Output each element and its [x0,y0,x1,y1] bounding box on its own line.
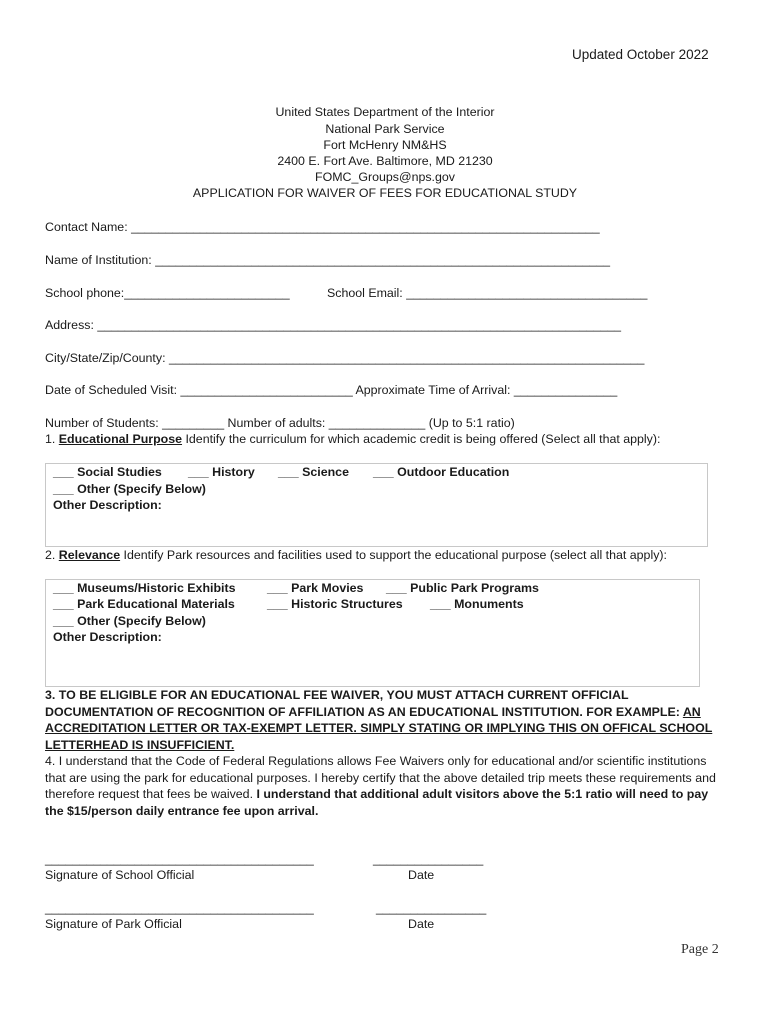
option-monuments[interactable]: ___ Monuments [430,597,524,611]
section3-requirement [45,687,720,753]
other-description-label-2: Other Description: [53,630,162,644]
school-official-label: Signature of School Official [45,868,195,882]
option-science[interactable]: ___ Science [278,465,349,479]
section3-bold-text: TO BE ELIGIBLE FOR AN EDUCATIONAL FEE WAIVER, YOU MUST ATTACH CURRENT OFFICIAL DOCUMENTATION OF RECOGNITION OF AFFILIATION AS AN EDUCATIONAL INSTITUTION. FOR EXAMPLE: [45,688,683,719]
section3-number: 3. [45,688,59,702]
school-email-field[interactable]: School Email: ___________________________________ [327,286,648,300]
option-park-movies[interactable]: ___ Park Movies [267,581,364,595]
city-state-zip-field[interactable]: City/State/Zip/County: _____________________________________________________________________ [45,351,645,365]
section1-intro [45,431,705,448]
address-field[interactable]: Address: ____________________________________________________________________________ [45,318,622,332]
school-official-date-label: Date [408,868,435,882]
form-title: APPLICATION FOR WAIVER OF FEES FOR EDUCATIONAL STUDY [192,186,578,200]
option-outdoor-education[interactable]: ___ Outdoor Education [373,465,510,479]
option-museums[interactable]: ___ Museums/Historic Exhibits [53,581,236,595]
contact-name-field[interactable]: Contact Name: ____________________________________________________________________ [45,220,600,234]
park-official-label: Signature of Park Official [45,917,182,931]
section4-bold-text: I understand that additional adult visitors above the 5:1 ratio will need to pay the $15/person daily entrance fee upon arrival. [45,787,709,818]
section2-number: 2. [45,548,59,562]
section1-number: 1. [45,432,59,446]
other-description-label: Other Description: [53,498,162,512]
updated-date: Updated October 2022 [572,47,709,62]
option-historic-structures[interactable]: ___ Historic Structures [267,597,403,611]
section4-certification [45,753,720,819]
option-educational-materials[interactable]: ___ Park Educational Materials [53,597,235,611]
header-service: National Park Service [325,122,445,136]
header-site: Fort McHenry NM&HS [323,138,447,152]
section2-intro [45,547,705,564]
section4-text: 4. I understand that the Code of Federal Regulations allows Fee Waivers only for educational and/or scientific institutions that are using the park for educational purposes. I hereby certify that the above detailed trip meets these requirements and therefore request that fees be waived. [45,754,716,801]
section1-text: Identify the curriculum for which academic credit is being offered (Select all that apply): [182,432,661,446]
option-other-specify-2[interactable]: ___ Other (Specify Below) [53,614,206,628]
option-public-programs[interactable]: ___ Public Park Programs [386,581,539,595]
institution-field[interactable]: Name of Institution: __________________________________________________________________ [45,253,611,267]
visit-date-field[interactable]: Date of Scheduled Visit: _________________________ Approximate Time of Arrival: _______________ [45,383,618,397]
page-number: Page 2 [681,942,719,957]
section2-text: Identify Park resources and facilities used to support the educational purpose (select all that apply): [120,548,667,562]
section2-heading: Relevance [58,548,121,562]
header-address: 2400 E. Fort Ave. Baltimore, MD 21230 [277,154,493,168]
school-official-date-line[interactable]: ________________ [373,852,484,866]
option-social-studies[interactable]: ___ Social Studies [53,465,162,479]
header-department: United States Department of the Interior [275,105,495,119]
school-official-signature-line[interactable]: _______________________________________ [45,852,314,866]
park-official-date-label: Date [408,917,435,931]
option-other-specify[interactable]: ___ Other (Specify Below) [53,482,206,496]
students-adults-field[interactable]: Number of Students: _________ Number of adults: ______________ (Up to 5:1 ratio) [45,416,515,430]
park-official-date-line[interactable]: ________________ [376,901,487,915]
option-history[interactable]: ___ History [188,465,255,479]
park-official-signature-line[interactable]: _______________________________________ [45,901,314,915]
header-email: FOMC_Groups@nps.gov [315,170,455,184]
section1-heading: Educational Purpose [58,432,183,446]
section3-underlined-text: AN ACCREDITATION LETTER OR TAX-EXEMPT LETTER. SIMPLY STATING OR IMPLYING THIS ON OFFICAL SCHOOL LETTERHEAD IS INSUFFICIENT. [45,704,713,752]
school-phone-field[interactable]: School phone:________________________ [45,286,290,300]
